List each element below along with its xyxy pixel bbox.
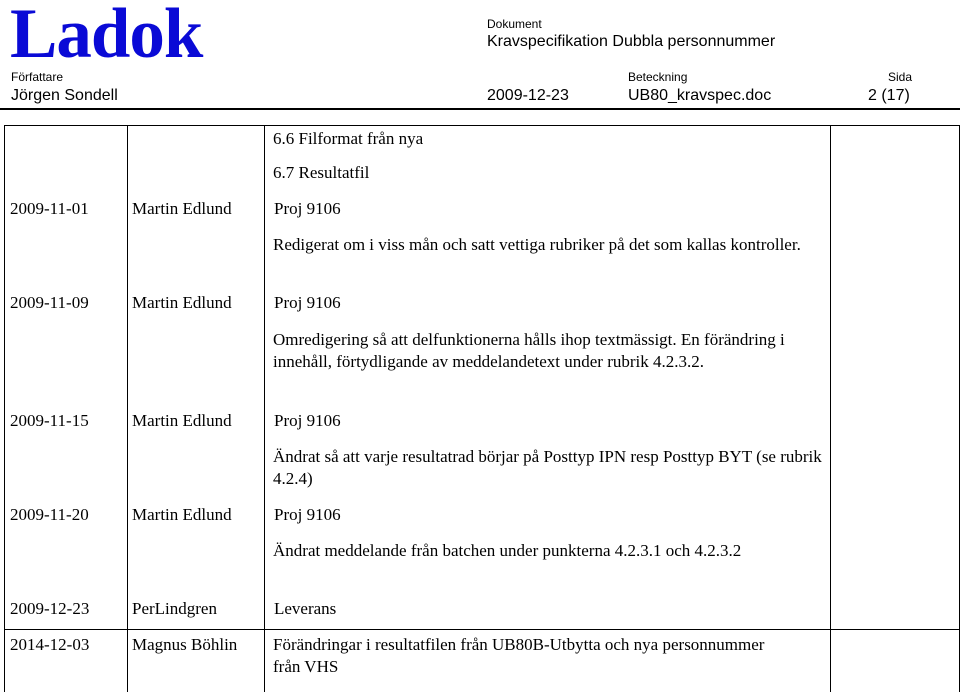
history-date: 2014-12-03	[10, 635, 90, 654]
history-author: Martin Edlund	[132, 293, 232, 312]
history-date: 2009-11-20	[10, 505, 89, 524]
author-name: Jörgen Sondell	[11, 87, 118, 104]
history-reference: Proj 9106	[274, 505, 341, 524]
table-col-divider-1	[127, 125, 128, 692]
designation-label: Beteckning	[628, 70, 688, 84]
header-rule	[0, 108, 960, 110]
table-col-divider-3	[830, 125, 831, 692]
page-number: 2 (17)	[868, 87, 910, 104]
history-date: 2009-12-23	[10, 599, 90, 618]
table-col-divider-2	[264, 125, 265, 692]
document-title: Kravspecifikation Dubbla personnummer	[487, 33, 776, 50]
history-author: Martin Edlund	[132, 199, 232, 218]
table-row-divider	[4, 629, 960, 630]
designation-value: UB80_kravspec.doc	[628, 87, 772, 104]
history-reference: Proj 9106	[274, 411, 341, 430]
history-description: Ändrat meddelande från batchen under punkterna 4.2.3.1 och 4.2.3.2	[273, 541, 742, 560]
history-author: Magnus Böhlin	[132, 635, 238, 654]
document-label: Dokument	[487, 17, 542, 31]
toc-item: 6.7 Resultatfil	[273, 163, 370, 182]
history-author: Martin Edlund	[132, 505, 232, 524]
history-description: Redigerat om i viss mån och satt vettiga rubriker på det som kallas kontroller.	[273, 235, 801, 254]
history-author: Martin Edlund	[132, 411, 232, 430]
history-reference: Proj 9106	[274, 199, 341, 218]
history-reference: Leverans	[274, 599, 337, 618]
history-reference: Proj 9106	[274, 293, 341, 312]
history-date: 2009-11-01	[10, 199, 89, 218]
history-description: Ändrat så att varje resultatrad börjar på Posttyp IPN resp Posttyp BYT (se rubrik 4.2.4)	[273, 447, 822, 488]
history-description: Omredigering så att delfunktionerna hålls ihop textmässigt. En förändring i innehåll, förtydligande av meddelandetext under rubrik 4.2.3.2.	[273, 330, 785, 371]
author-label: Författare	[11, 70, 64, 84]
history-reference: Förändringar i resultatfilen från UB80B-Utbytta och nya personnummer från VHS	[273, 635, 765, 676]
table-border-left	[4, 125, 5, 692]
table-border-top	[4, 125, 960, 126]
document-date: 2009-12-23	[487, 87, 569, 104]
history-author: PerLindgren	[132, 599, 217, 618]
ladok-logo: Ladok	[10, 0, 203, 73]
history-date: 2009-11-15	[10, 411, 89, 430]
page-label: Sida	[888, 70, 913, 84]
toc-item: 6.6 Filformat från nya	[273, 129, 424, 148]
history-date: 2009-11-09	[10, 293, 89, 312]
